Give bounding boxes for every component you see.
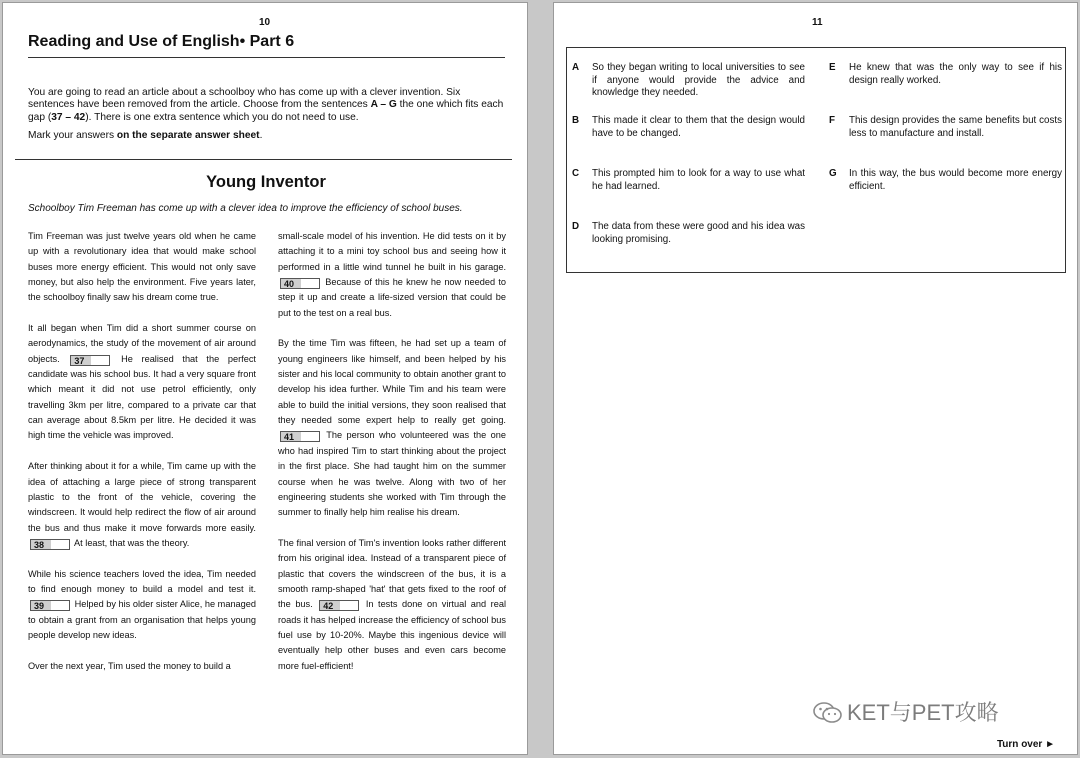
title-rule <box>28 57 505 58</box>
right-page <box>553 2 1078 755</box>
option-d[interactable]: D The data from these were good and his idea was looking promising. <box>572 221 805 245</box>
left-page <box>2 2 528 755</box>
turn-over-label: Turn over ► <box>996 739 1055 750</box>
wechat-icon <box>813 701 843 731</box>
option-c[interactable]: C This prompted him to look for a way to use what he had learned. <box>572 168 805 192</box>
article-paragraph: small-scale model of his invention. He did tests on it by attaching it to a mini toy school bus and seeing how it performed in a little wind tunnel he built in his garage. 40 Because of this he knew he now needed to step it up and create a life-sized version that could be put to the test on a real bus. <box>278 231 506 318</box>
answer-sheet-note: Mark your answers on the separate answer sheet. <box>28 130 263 142</box>
article-paragraph: While his science teachers loved the idea, Tim needed to find enough money to build a model and test it. 39 Helped by his older sister Alice, he managed to obtain a grant from an organisation that helps young people develop new ideas. <box>28 568 256 640</box>
article-column-1 <box>28 229 256 689</box>
options-box <box>566 47 1066 273</box>
article-paragraph: Over the next year, Tim used the money to build a <box>28 660 231 671</box>
gap-40[interactable]: 40 <box>280 278 320 289</box>
section-rule <box>15 159 512 160</box>
gap-37[interactable]: 37 <box>70 355 110 366</box>
gap-39[interactable]: 39 <box>30 600 70 611</box>
article-standfirst: Schoolboy Tim Freeman has come up with a clever idea to improve the efficiency of school buses. <box>28 203 463 214</box>
gap-42[interactable]: 42 <box>319 600 359 611</box>
article-paragraph: The final version of Tim's invention looks rather different from his original idea. Instead of a transparent piece of plastic that covers the windscreen of the bus, it is a smooth ramp-shaped 'hat' that gets fixed to the roof of the bus. 42 In tests done on virtual and real roads it has helped increase the efficiency of school bus fuel use by 10-20%. Maybe this ingenious device will eventually help other buses and even cars become more fuel-efficient! <box>278 537 506 671</box>
page-number: 11 <box>812 17 823 28</box>
gap-41[interactable]: 41 <box>280 431 320 442</box>
instructions-paragraph: You are going to read an article about a schoolboy who has come up with a clever invention. Six sentences have been removed from the article. Choose from the sentences A – G the one which fits each gap (37 – 42). There is one extra sentence which you do not need to use. <box>28 87 504 123</box>
gap-38[interactable]: 38 <box>30 539 70 550</box>
article-paragraph: By the time Tim was fifteen, he had set up a team of young engineers like himself, and been helped by his sister and his local community to obtain another grant to develop his idea further. While Tim and his team were able to build the initial versions, they soon realised that they needed some expert help to really get going. 41 The person who volunteered was the one who had inspired Tim to start thinking about the project in the first place. She had taught him on the summer course when he was twelve. Along with two of her engineering students she worked with Tim through the summer to finally help him realise his dream. <box>278 338 507 518</box>
watermark <box>813 696 999 731</box>
article-title: Young Inventor <box>206 173 326 191</box>
part-title: Reading and Use of English• Part 6 <box>28 33 295 50</box>
option-f[interactable]: F This design provides the same benefits but costs less to manufacture and install. <box>829 115 1062 139</box>
option-b[interactable]: B This made it clear to them that the design would have to be changed. <box>572 115 805 139</box>
article-column-2 <box>278 229 506 689</box>
watermark-text: KET与PET攻略 <box>847 700 999 725</box>
article-paragraph: It all began when Tim did a short summer course on aerodynamics, the study of the movement of air around objects. 37 He realised that the perfect candidate was his school bus. It had a very square front which meant it did not use petrol efficiently, only travelling 3km per litre, compared to a private car that can average about 8.5km per litre. He decided it was high time the vehicle was improved. <box>28 323 256 441</box>
article-paragraph: After thinking about it for a while, Tim came up with the idea of attaching a large piece of strong transparent plastic to the front of the vehicle, covering the windscreen. It would help redirect the flow of air around the bus and thus make it move forwards more easily. 38 At least, that was the theory. <box>28 461 256 550</box>
option-e[interactable]: E He knew that was the only way to see if his design really worked. <box>829 62 1062 86</box>
article-paragraph: Tim Freeman was just twelve years old when he came up with a revolutionary idea that would make school buses more energy efficient. This would not only save money, but also help the environment. Five years later, the schoolboy finally saw his dream come true. <box>28 231 256 303</box>
option-g[interactable]: G In this way, the bus would become more energy efficient. <box>829 168 1062 192</box>
instructions <box>28 87 504 149</box>
option-a[interactable]: A So they began writing to local universities to see if anyone would provide the advice and knowledge they needed. <box>572 62 805 98</box>
page-number: 10 <box>259 17 271 28</box>
